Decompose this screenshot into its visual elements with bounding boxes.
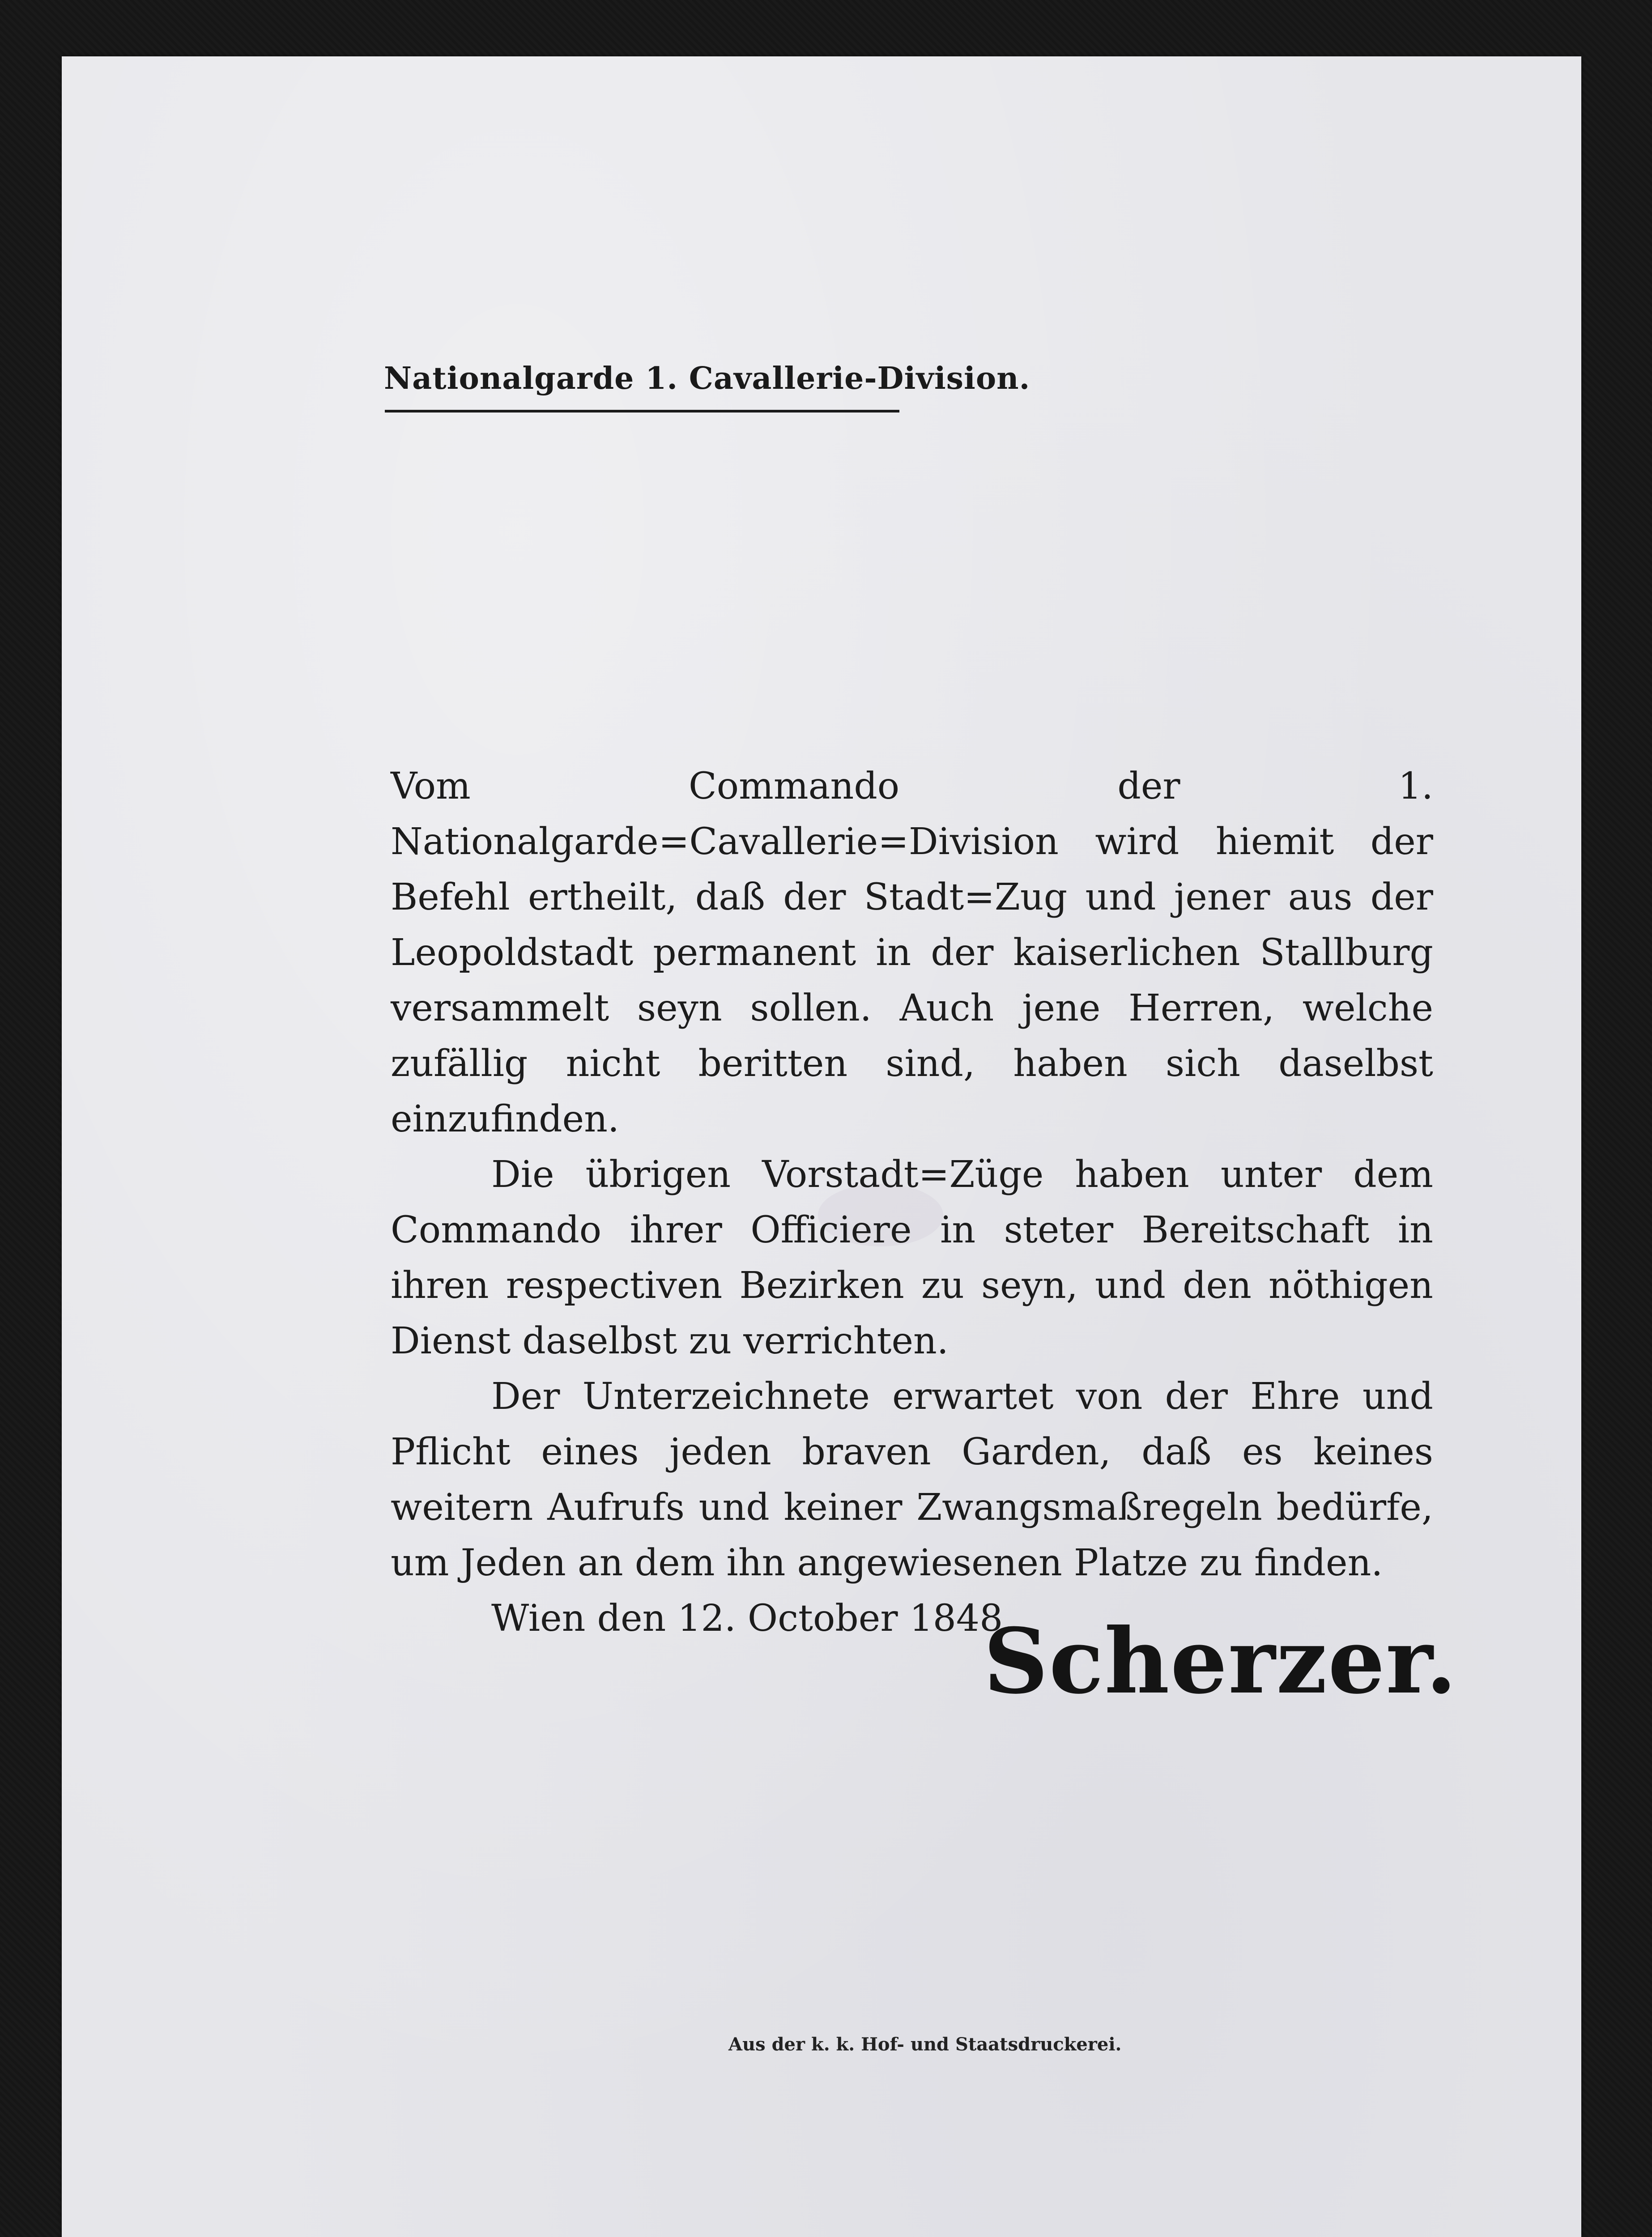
paragraph-suburb-units: Die übrigen Vorstadt=Züge haben unter dem Commando ihrer Officiere in steter Bereitschaft in ihren respectiven Bezirken zu seyn, und den nöthigen Dienst daselbst zu verrichten. (391, 1153, 1433, 1362)
document-body (391, 759, 1433, 1646)
header-underline (385, 410, 899, 413)
paragraph-command-order: Vom Commando der 1. Nationalgarde=Cavallerie=Division wird hiemit der Befehl ertheilt, daß der Stadt=Zug und jener aus der Leopoldstadt permanent in der kaiserlichen Stallburg versammelt seyn sollen. Auch jene Herren, welche zufällig nicht beritten sind, haben sich daselbst einzufinden. (391, 765, 1433, 1140)
document-header: Nationalgarde 1. Cavallerie-Division. (384, 361, 1030, 396)
signature: Scherzer. (984, 1609, 1458, 1714)
paragraph-expectation: Der Unterzeichnete erwartet von der Ehre und Pflicht eines jeden braven Garden, daß es keines weitern Aufrufs und keiner Zwangsmaßregeln bedürfe, um Jeden an dem ihn angewiesenen Platze zu finden. (391, 1375, 1433, 1584)
printer-imprint: Aus der k. k. Hof- und Staatsdruckerei. (728, 2034, 1122, 2055)
date-line: Wien den 12. October 1848. (491, 1597, 1015, 1640)
document-sheet (62, 56, 1581, 2237)
